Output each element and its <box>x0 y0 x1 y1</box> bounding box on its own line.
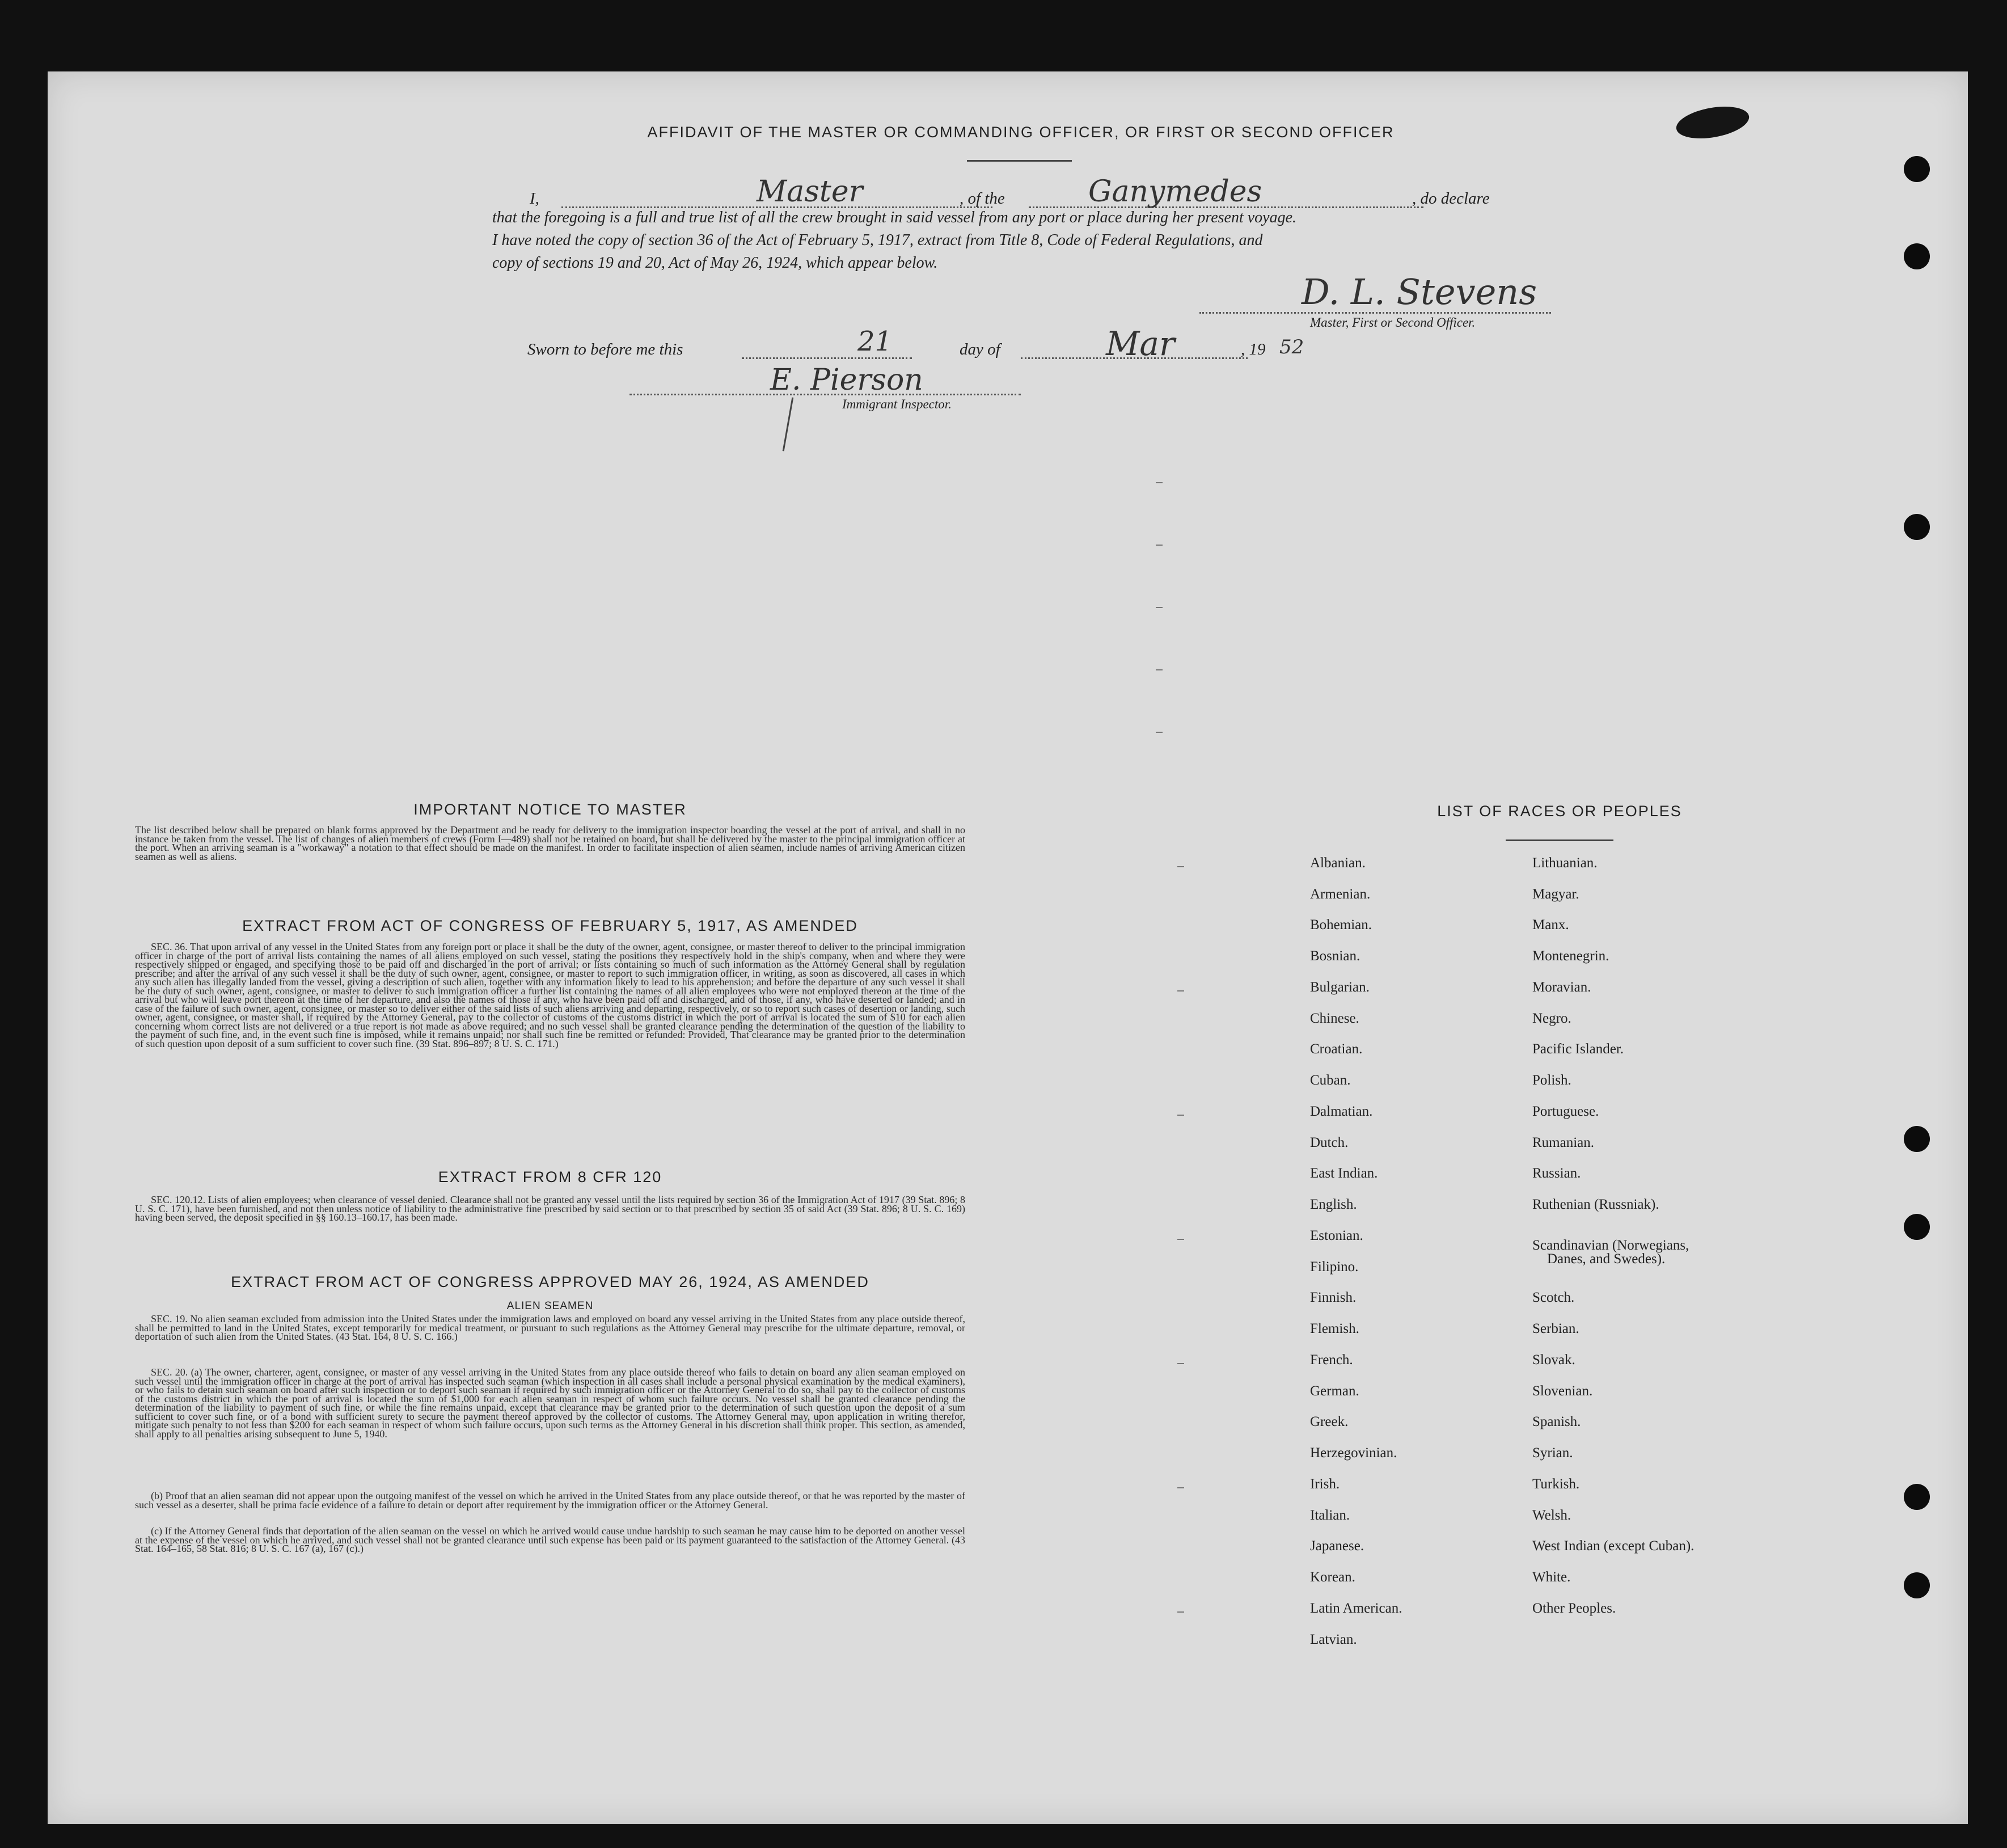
race-item: East Indian. <box>1310 1166 1378 1181</box>
i-prefix: I, <box>530 189 539 208</box>
affidavit-line-3: I have noted the copy of section 36 of the Act of February 5, 1917, extract from Title 8, Code of Federal Regulations, and <box>492 231 1263 249</box>
affidavit-title: AFFIDAVIT OF THE MASTER OR COMMANDING OFFICER, OR FIRST OR SECOND OFFICER <box>647 124 1395 141</box>
tick-mark <box>1177 1363 1184 1364</box>
tick-mark <box>1156 545 1163 546</box>
race-item: Negro. <box>1532 1011 1571 1026</box>
race-item: Japanese. <box>1310 1538 1364 1554</box>
tick-mark <box>1177 866 1184 867</box>
inspector-caption: Immigrant Inspector. <box>842 397 952 411</box>
tick-mark <box>1156 482 1163 483</box>
race-item: Russian. <box>1532 1166 1581 1181</box>
extract-1917-heading: EXTRACT FROM ACT OF CONGRESS OF FEBRUARY 5, 1917, AS AMENDED <box>242 917 858 934</box>
race-item: Syrian. <box>1532 1445 1573 1461</box>
race-item: Irish. <box>1310 1476 1340 1492</box>
race-item: Armenian. <box>1310 887 1371 902</box>
notice-heading: IMPORTANT NOTICE TO MASTER <box>413 801 687 818</box>
sworn-year-field: 52 <box>1279 336 1304 358</box>
tick-mark <box>1156 732 1163 733</box>
do-declare-label: , do declare <box>1412 189 1490 208</box>
affidavit-line-4: copy of sections 19 and 20, Act of May 26, 1924, which appear below. <box>492 254 938 272</box>
race-item: Herzegovinian. <box>1310 1445 1397 1461</box>
punch-hole <box>1904 156 1930 182</box>
inspector-signature: E. Pierson <box>770 363 923 397</box>
race-item: Cuban. <box>1310 1073 1351 1088</box>
race-item: Dalmatian. <box>1310 1104 1373 1119</box>
punch-hole <box>1904 1214 1930 1240</box>
tick-mark <box>1156 669 1163 670</box>
race-item: Danes, and Swedes). <box>1547 1251 1666 1267</box>
year-prefix: , 19 <box>1241 340 1266 358</box>
race-item: Estonian. <box>1310 1228 1363 1243</box>
tick-mark <box>1177 1239 1184 1240</box>
extract-1917-text: SEC. 36. That upon arrival of any vessel in the United States from any foreign port or place it shall be the duty of the owner, agent, consignee, or master thereof to deliver to the principal immigration officer in charge of the port of arrival lists containing the names of all aliens employed on such vessel, stating the positions they respectively hold in the ship's company, when and where they were respectively shipped or engaged, and specifying those to be paid off and discharged in the port of arrival; or lists containing so much of such information as the Attorney General shall by regulation prescribe; and after the arrival of any such vessel it shall be the duty of such owner, agent, consignee, or master to report to such immigration officer, in writing, as soon as discovered, all cases in which any such alien has illegally landed from the vessel, giving a description of such alien, together with any information likely to lead to his apprehension; and before the departure of any such vessel it shall be the duty of such owner, agent, consignee, or master to deliver to such immigration officer a further list containing the names of all alien employees who were not employed thereon at the time of the arrival but who will leave port thereon at the time of her departure, and also the names of those if any, who have been paid off and discharged, and of those, if any, who have deserted or landed; and in case of the failure of such owner, agent, consignee, or master so to deliver either of the said lists of such aliens arriving and departing, respectively, or so to report such cases of desertion or landing, such owner, agent, consignee, or master shall, if required by the Attorney General, pay to the collector of customs of the customs district in which the port of arrival is located the sum of $10 for each alien concerning whom correct lists are not delivered or a true report is not made as above required; and no such vessel shall be granted clearance pending the determination of the question of the liability to the payment of such fine, and, in the event such fine is imposed, while it remains unpaid; nor shall such fine be remitted or refunded: Provided, That clearance may be granted prior to the determination of such question upon deposit of a sum sufficient to cover such fine. (39 Stat. 896–897; 8 U. S. C. 171.) <box>135 941 965 1049</box>
race-item: Lithuanian. <box>1532 855 1598 871</box>
alien-seamen-subheading: ALIEN SEAMEN <box>506 1300 594 1312</box>
race-item: Welsh. <box>1532 1508 1571 1523</box>
extract-cfr-text: SEC. 120.12. Lists of alien employees; when clearance of vessel denied. Clearance shall not be granted any vessel until the lists required by section 36 of the Immigration Act of 1917 (39 Stat. 896; 8 U. S. C. 171), have been furnished, and not then unless notice of liability to the administrative fine prescribed by said section or to that prescribed by section 35 of said Act (39 Stat. 896; 8 U. S. C. 169) having been served, the deposit specified in §§ 160.13–160.17, has been made. <box>135 1194 965 1223</box>
race-item: Magyar. <box>1532 887 1579 902</box>
master-signature-line <box>1199 312 1551 314</box>
race-item: Spanish. <box>1532 1414 1581 1429</box>
race-item: Latvian. <box>1310 1632 1357 1647</box>
tick-mark <box>1177 1611 1184 1613</box>
race-item: Pacific Islander. <box>1532 1041 1624 1057</box>
race-item: Finnish. <box>1310 1290 1357 1305</box>
race-item: Slovenian. <box>1532 1383 1593 1399</box>
officer-title-field: Master <box>757 175 863 209</box>
race-item: Bosnian. <box>1310 948 1360 964</box>
race-item: Other Peoples. <box>1532 1601 1616 1616</box>
race-item: Italian. <box>1310 1508 1350 1523</box>
race-item: Slovak. <box>1532 1352 1575 1368</box>
divider <box>967 160 1072 162</box>
race-item: English. <box>1310 1197 1357 1212</box>
race-item: Bohemian. <box>1310 917 1372 933</box>
race-item: West Indian (except Cuban). <box>1532 1538 1695 1554</box>
race-item: Scandinavian (Norwegians, <box>1532 1238 1689 1253</box>
race-item: German. <box>1310 1383 1359 1399</box>
notice-text: The list described below shall be prepared on blank forms approved by the Department and be ready for delivery to the immigration inspector boarding the vessel at the port of arrival, and shall in no instance be taken from the vessel. The list of changes of alien members of crews (Form I—489) shall not be retained on board, but shall be delivered by the master to the principal immigration officer at the port. When an arriving seaman is a "workaway" a notation to that effect should be made on the manifest. In order to facilitate inspection of alien seamen, include names of arriving American citizen seamen as well as aliens. <box>135 824 965 862</box>
punch-hole <box>1904 1484 1930 1510</box>
race-item: Bulgarian. <box>1310 980 1370 995</box>
master-signature-caption: Master, First or Second Officer. <box>1310 315 1476 330</box>
race-item: Filipino. <box>1310 1259 1359 1275</box>
sec20c-text: (c) If the Attorney General finds that deportation of the alien seaman on the vessel on which he arrived would cause undue hardship to such seaman he may cause him to be deported on another vessel at the expense of the vessel on which he arrived, and such vessel shall not be granted clearance until such expense has been paid or its payment guaranteed to the satisfaction of the Attorney General. (43 Stat. 164–165, 58 Stat. 816; 8 U. S. C. 167 (a), 167 (c).) <box>135 1525 965 1554</box>
races-divider <box>1506 839 1613 841</box>
sworn-prefix: Sworn to before me this <box>527 340 683 358</box>
race-item: Latin American. <box>1310 1601 1402 1616</box>
affidavit-line-2: that the foregoing is a full and true list of all the crew brought in said vessel from any port or place during her present voyage. <box>492 209 1297 226</box>
races-heading: LIST OF RACES OR PEOPLES <box>1437 803 1682 820</box>
race-item: Croatian. <box>1310 1041 1363 1057</box>
sworn-month-field: Mar <box>1106 324 1175 363</box>
race-item: French. <box>1310 1352 1353 1368</box>
race-item: Portuguese. <box>1532 1104 1599 1119</box>
race-item: Moravian. <box>1532 980 1591 995</box>
day-line <box>742 357 912 359</box>
vessel-name-field: Ganymedes <box>1088 175 1262 209</box>
race-item: Rumanian. <box>1532 1135 1595 1150</box>
inspector-signature-line <box>629 394 1021 395</box>
tick-mark <box>1156 607 1163 608</box>
race-item: Dutch. <box>1310 1135 1349 1150</box>
race-item: White. <box>1532 1569 1571 1585</box>
extract-1924-heading: EXTRACT FROM ACT OF CONGRESS APPROVED MAY 26, 1924, AS AMENDED <box>231 1273 869 1290</box>
sec20b-text: (b) Proof that an alien seaman did not appear upon the outgoing manifest of the vessel on which he arrived in the United States from any place outside thereof, or that he was reported by the master of such vessel as a deserter, shall be prima facie evidence of a failure to detain or deport after requirement by the immigration officer or the Attorney General. <box>135 1490 965 1511</box>
race-item: Korean. <box>1310 1569 1355 1585</box>
sec20-text: SEC. 20. (a) The owner, charterer, agent, consignee, or master of any vessel arriving in the United States from any place outside thereof who fails to detain on board any alien seaman employed on such vessel until the immigration officer in charge at the port of arrival has inspected such seaman (which inspection in all cases shall include a personal physical examination by the medical examiners), or who fails to detain such seaman on board after such inspection or to deport such seaman if required by such immigration officer or the Attorney General to do so, shall pay to the collector of customs of the customs district in which the port of arrival is located the sum of $1,000 for each alien seaman in respect of whom such failure occurs. No vessel shall be granted clearance pending the determination of the liability to payment of such fine, or while the fine remains unpaid, except that clearance may be granted prior to the determination of such question upon the deposit of a sum sufficient to cover such fine, or of a bond with sufficient surety to secure the payment thereof approved by the collector of customs. The Attorney General may, upon application in writing therefor, mitigate such penalty to not less than $200 for each seaman in respect of whom such failure occurs, upon such terms as the Attorney General in his discretion shall think proper. This section, as amended, shall apply to all penalties arising subsequent to June 5, 1940. <box>135 1366 965 1440</box>
sworn-day-field: 21 <box>857 326 893 357</box>
sworn-line <box>527 324 1367 363</box>
race-item: Manx. <box>1532 917 1569 933</box>
race-item: Montenegrin. <box>1532 948 1609 964</box>
punch-hole <box>1904 514 1930 540</box>
master-signature: D. L. Stevens <box>1302 271 1537 313</box>
race-item: Turkish. <box>1532 1476 1580 1492</box>
race-item: Polish. <box>1532 1073 1571 1088</box>
punch-hole <box>1904 243 1930 269</box>
of-the-label: , of the <box>960 189 1005 208</box>
day-of-label: day of <box>960 340 1000 358</box>
race-item: Greek. <box>1310 1414 1349 1429</box>
race-item: Scotch. <box>1532 1290 1575 1305</box>
punch-hole <box>1904 1126 1930 1152</box>
affidavit-line-1 <box>530 175 1550 210</box>
extract-cfr-heading: EXTRACT FROM 8 CFR 120 <box>438 1168 662 1185</box>
race-item: Ruthenian (Russniak). <box>1532 1197 1659 1212</box>
tick-mark <box>1177 1115 1184 1116</box>
tick-mark <box>1177 1487 1184 1488</box>
race-item: Serbian. <box>1532 1321 1579 1336</box>
race-item: Flemish. <box>1310 1321 1359 1336</box>
sec19-text: SEC. 19. No alien seaman excluded from admission into the United States under the immigration laws and employed on board any vessel arriving in the United States from any place outside thereof, shall be permitted to land in the United States, except temporarily for medical treatment, or pursuant to such regulations as the Attorney General may prescribe for the ultimate departure, removal, or deportation of such alien from the United States. (43 Stat. 164, 8 U. S. C. 166.) <box>135 1313 965 1342</box>
race-item: Chinese. <box>1310 1011 1359 1026</box>
punch-hole <box>1904 1572 1930 1598</box>
race-item: Albanian. <box>1310 855 1366 871</box>
tick-mark <box>1177 990 1184 991</box>
